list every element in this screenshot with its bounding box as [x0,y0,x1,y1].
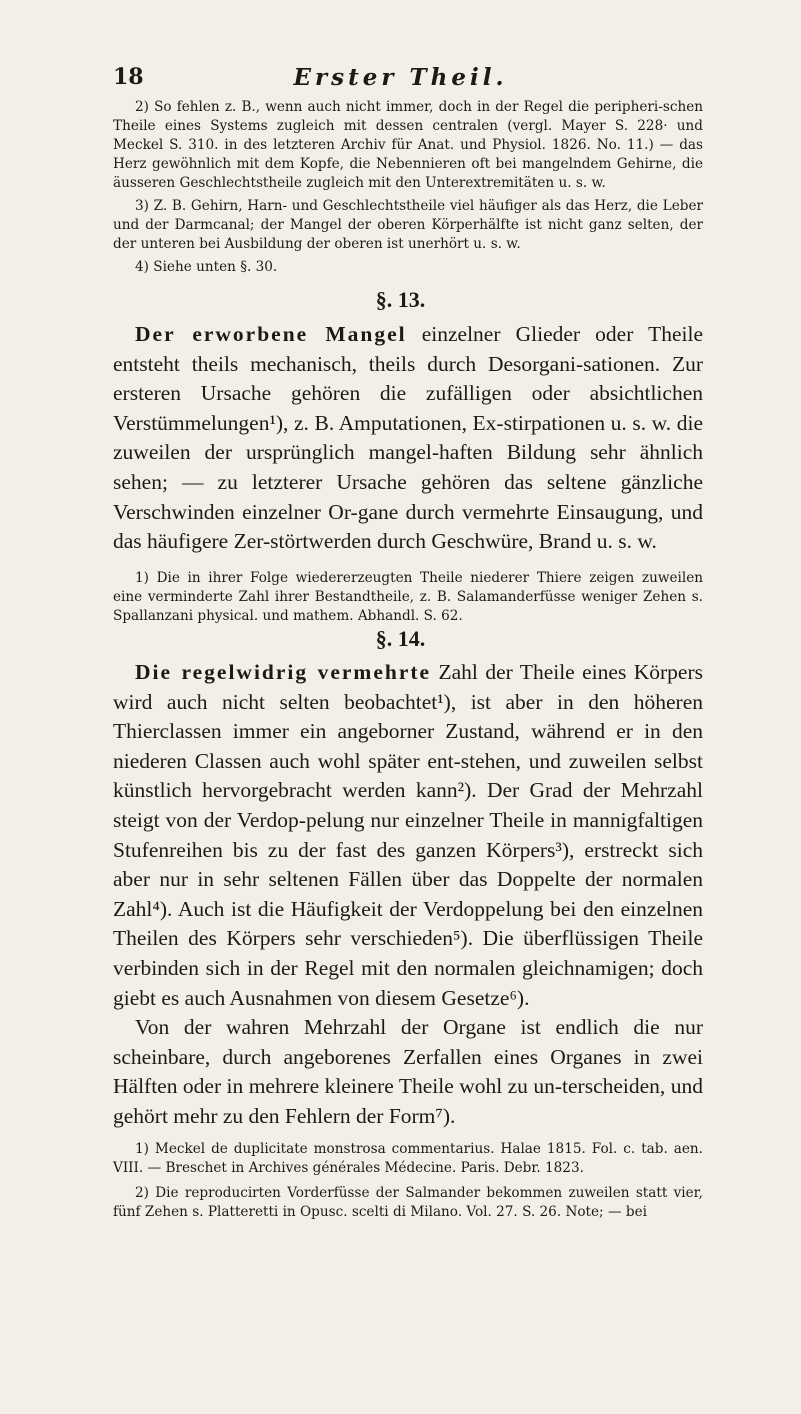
section-14-paragraph-1: Die regelwidrig vermehrte Zahl der Theile eines Körpers wird auch nicht selten beobachtet¹), ist aber in den höheren Thierclassen immer ein angeborner Zustand, während er in den niederen Classen auch wohl später ent-stehen, und zuweilen selbst künstlich hervorgebracht werden kann²). Der Grad der Mehrzahl steigt von der Verdop-pelung nur einzelner Theile in mannigfaltigen Stufenreihen bis zu der fast des ganzen Körpers³), erstreckt sich aber nur in sehr seltenen Fällen über das Doppelte der normalen Zahl⁴). Auch ist die Häufigkeit der Verdoppelung bei den einzelnen Theilen des Körpers sehr verschieden⁵). Die überflüssigen Theile verbinden sich in der Regel mit den normalen gleichnamigen; doch giebt es auch Ausnahmen von diesem Gesetze⁶). [113,660,703,1010]
section-14-body [113,658,703,1222]
page-number: 18 [113,64,144,90]
running-title: Erster Theil. [293,64,508,91]
footnotes-top [113,98,703,277]
section-14-paragraph-2: Von der wahren Mehrzahl der Organe ist endlich die nur scheinbare, durch angeborenes Zerfallen eines Organes in zwei Hälften oder in mehrere kleinere Theile wohl zu un-terscheiden, und gehört mehr zu den Fehlern der Form⁷). [113,1015,703,1128]
section-14-heading: §. 14. [375,626,426,651]
section-14-footnote-1: 1) Meckel de duplicitate monstrosa commentarius. Halae 1815. Fol. c. tab. aen. VIII. — Breschet in Archives générales Médecine. Paris. Debr. 1823. [113,1140,703,1176]
footnote-3: 3) Z. B. Gehirn, Harn- und Geschlechtstheile viel häufiger als das Herz, die Leber und der Darmcanal; der Mangel der oberen Körperhälfte ist nicht ganz selten, der der unteren bei Ausbildung der oberen ist unerhört u. s. w. [113,198,703,252]
footnote-4: 4) Siehe unten §. 30. [135,259,278,275]
section-13-paragraph: Der erworbene Mangel einzelner Glieder oder Theile entsteht theils mechanisch, theils durch Desorgani-sationen. Zur ersteren Ursache gehören die zufälligen oder absichtlichen Verstümmelungen¹), z. B. Amputationen, Ex-stirpationen u. s. w. die zuweilen der ursprünglich mangel-haften Bildung sehr ähnlich sehen; — zu letzterer Ursache gehören das seltene gänzliche Verschwinden einzelner Or-gane durch vermehrte Einsaugung, und das häufigere Zer-störtwerden durch Geschwüre, Brand u. s. w. [113,322,703,554]
section-13-heading: §. 13. [375,287,426,312]
section-14-footnote-2: 2) Die reproducirten Vorderfüsse der Salmander bekommen zuweilen statt vier, fünf Zehen s. Platteretti in Opusc. scelti di Milano. Vol. 27. S. 26. Note; — bei [113,1184,703,1220]
page-header [0,64,801,94]
section-13-footnote: 1) Die in ihrer Folge wiedererzeugten Theile niederer Thiere zeigen zuweilen eine verminderte Zahl ihrer Bestandtheile, z. B. Salamanderfüsse weniger Zehen s. Spallanzani physical. und mathem. Abhandl. S. 62. [113,569,703,624]
footnote-2: 2) So fehlen z. B., wenn auch nicht immer, doch in der Regel die peripheri-schen Theile eines Systems zugleich mit dessen centralen (vergl. Mayer S. 228· und Meckel S. 310. in des letzteren Archiv für Anat. und Physiol. 1826. No. 11.) — das Herz gewöhnlich mit dem Kopfe, die Nebennieren oft bei mangelndem Gehirne, die äusseren Geschlechtstheile zugleich mit den Unterextremitäten u. s. w. [113,99,703,191]
section-13-body [113,320,703,626]
